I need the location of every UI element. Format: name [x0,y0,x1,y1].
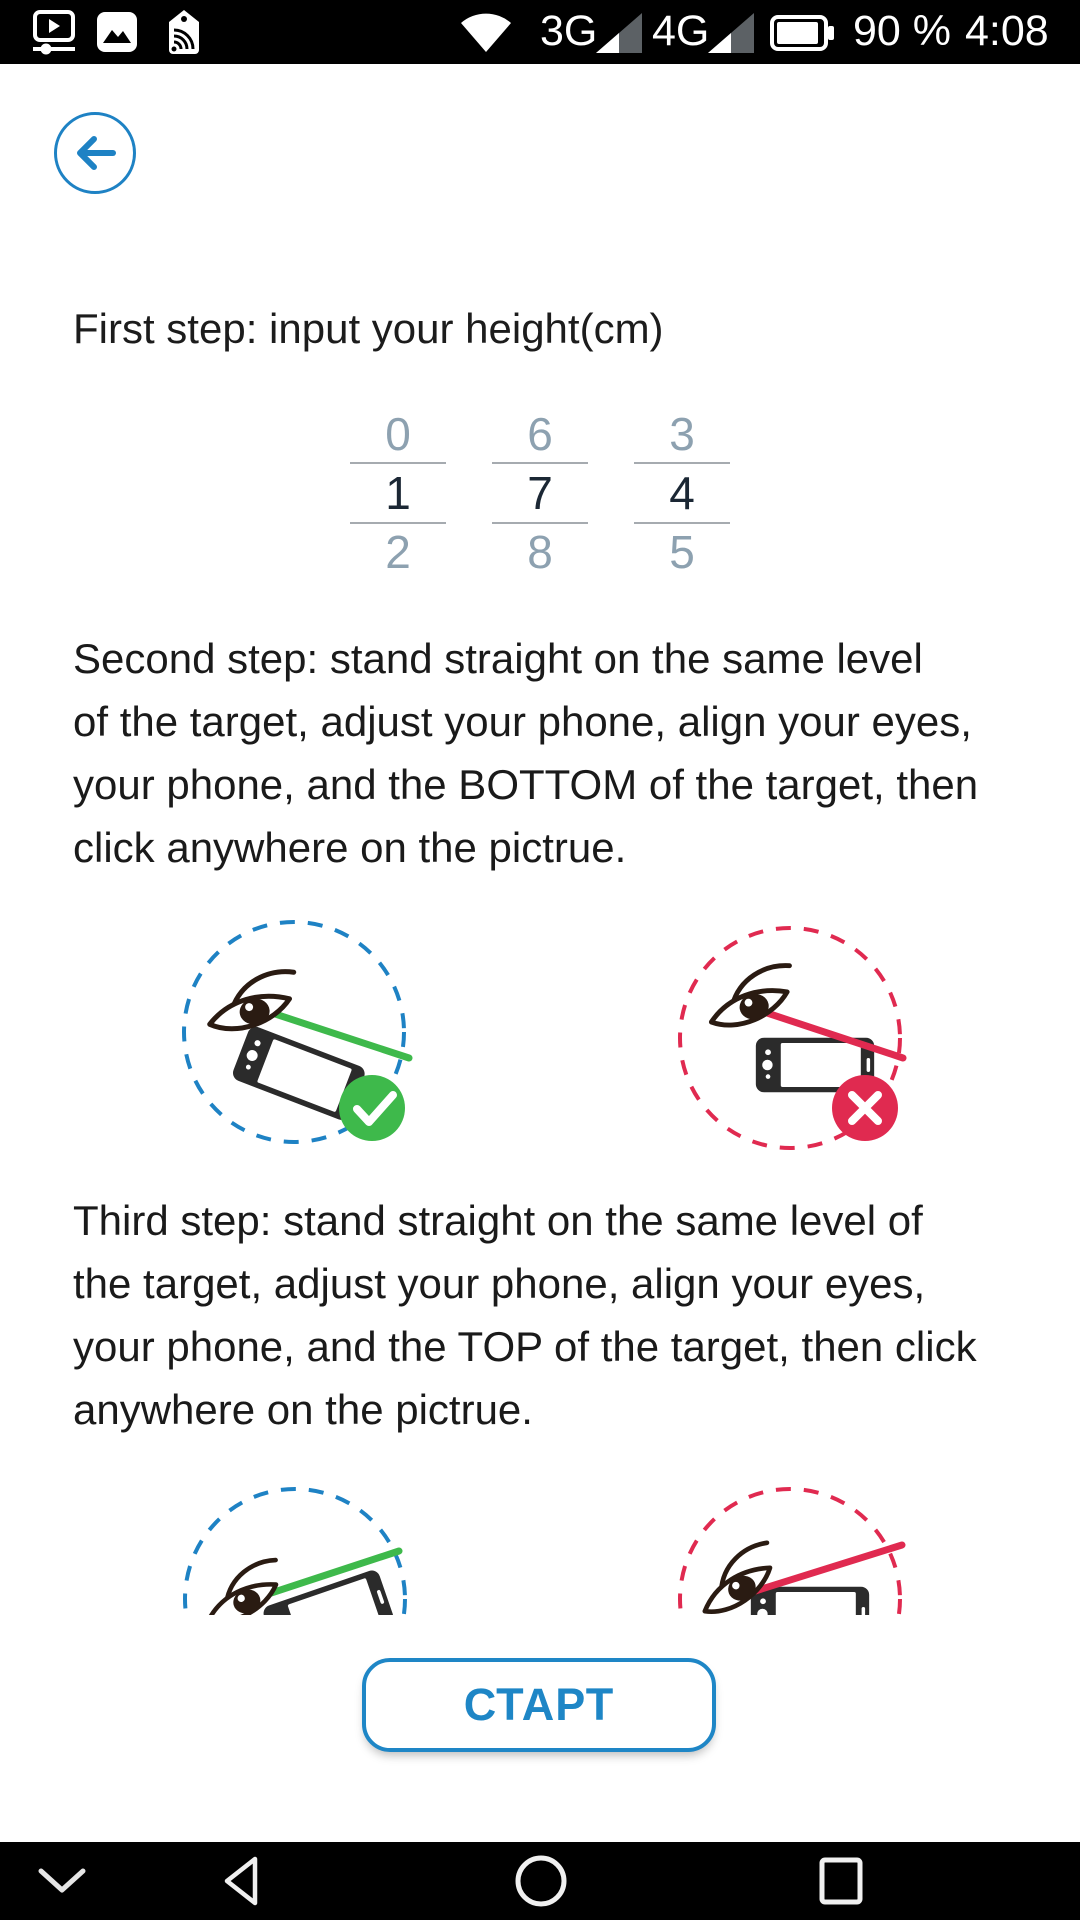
step3-illustrations-clipped [0,1479,1080,1615]
picker-digit-below: 8 [527,526,553,578]
wifi-icon [458,11,514,53]
network-type-4g: 4G [652,7,710,55]
nav-home-icon[interactable] [514,1854,568,1908]
nfc-tag-icon [168,9,200,55]
step3-wrong-illustration [670,1479,910,1615]
step1-title: First step: input your height(cm) [73,305,664,352]
picker-digit-above: 3 [669,408,695,460]
back-arrow-icon [72,134,118,172]
start-button-label: СТАРТ [463,1679,615,1730]
picker-digit-above: 0 [385,408,411,460]
picker-digit-selected: 1 [385,467,411,519]
height-picker-units[interactable] [634,406,730,580]
nav-recents-icon[interactable] [818,1856,864,1906]
step3-instructions [73,1189,977,1441]
step3-line: your phone, and the TOP of the target, then click [73,1323,977,1370]
start-button[interactable] [362,1658,716,1752]
gallery-icon [96,11,138,53]
picker-digit-below: 5 [669,526,695,578]
back-button[interactable] [54,112,136,194]
step3-correct-illustration [175,1479,415,1615]
height-picker-hundreds[interactable] [350,406,446,580]
picker-digit-selected: 7 [527,467,553,519]
step3-line: Third step: stand straight on the same level of [73,1197,923,1244]
signal-triangle-icon [708,13,754,53]
clock: 4:08 [965,7,1049,55]
step2-line: Second step: stand straight on the same level [73,635,923,682]
network-type-3g: 3G [540,7,598,55]
video-player-icon [32,9,76,55]
step2-wrong-illustration [670,918,910,1158]
height-picker-tens[interactable] [492,406,588,580]
picker-digit-selected: 4 [669,467,695,519]
phone-icon [751,1587,869,1615]
step2-line: your phone, and the BOTTOM of the target, then [73,761,979,808]
signal-triangle-icon [596,13,642,53]
check-badge [339,1075,405,1141]
cross-badge [832,1075,898,1141]
step3-line: the target, adjust your phone, align your eyes, [73,1260,926,1307]
nav-back-icon[interactable] [222,1855,260,1907]
eye-icon [205,971,299,1032]
step2-line: of the target, adjust your phone, align your eyes, [73,698,972,745]
navigation-bar [0,1842,1080,1920]
chevron-down-icon[interactable] [38,1868,86,1894]
step2-instructions [73,627,978,879]
picker-digit-above: 6 [527,408,553,460]
battery-percent: 90 % [853,7,952,55]
picker-digit-below: 2 [385,526,411,578]
status-bar [0,0,1080,64]
step3-line: anywhere on the pictrue. [73,1386,533,1433]
battery-icon [770,15,834,51]
height-picker [350,406,730,580]
step2-line: click anywhere on the pictrue. [73,824,627,871]
step2-correct-illustration [174,912,414,1152]
